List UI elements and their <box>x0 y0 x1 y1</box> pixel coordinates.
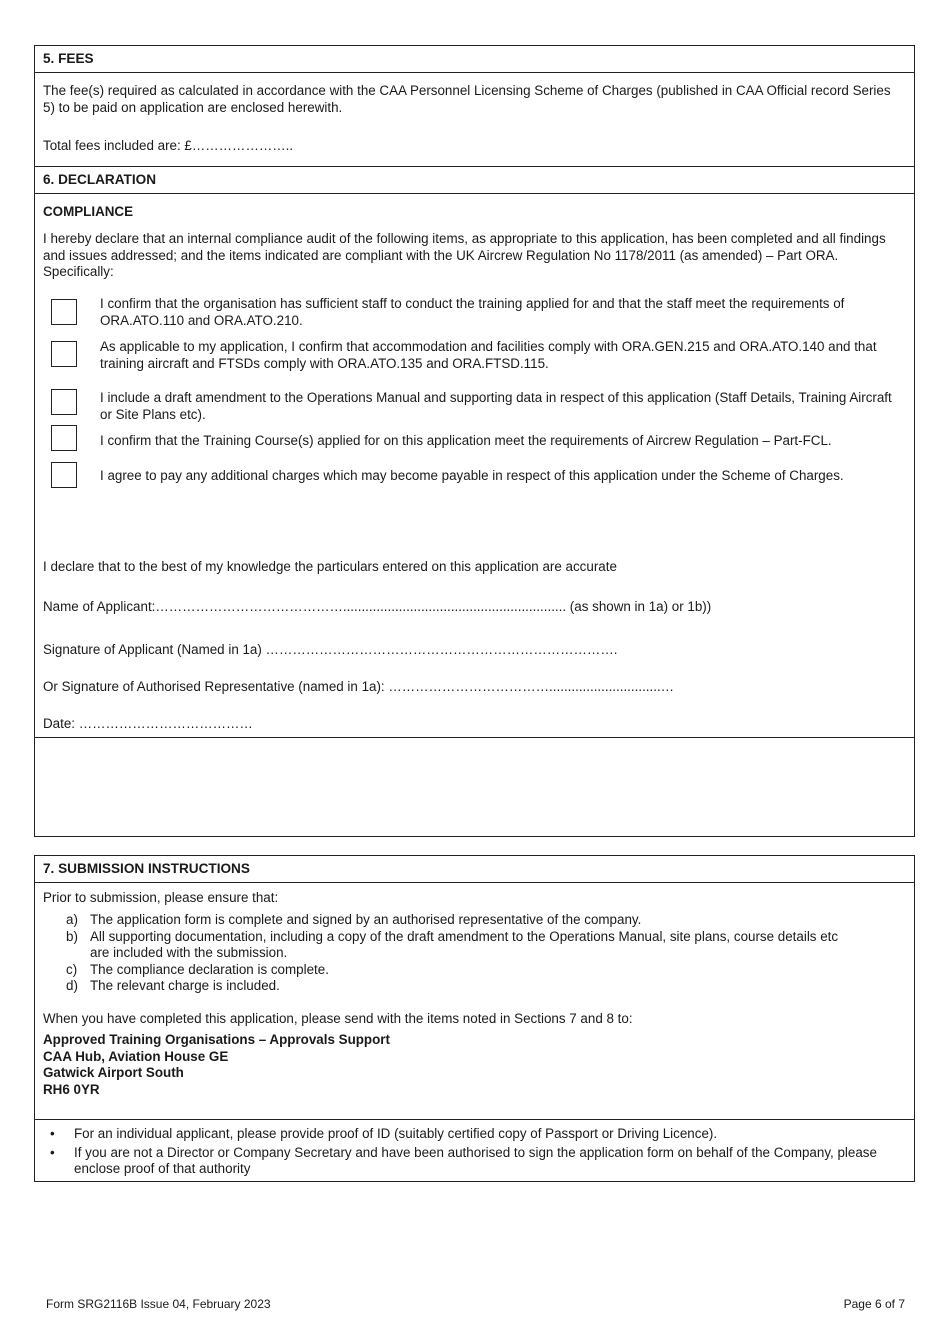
compliance-heading: COMPLIANCE <box>43 204 134 219</box>
section-divider <box>35 737 914 738</box>
submission-heading: 7. SUBMISSION INSTRUCTIONS <box>35 856 914 883</box>
declaration-item: As applicable to my application, I confirm that accommodation and facilities comply with ORA.GEN.215 and ORA.ATO.140 and that training aircraft and FTSDs comply with ORA.ATO.135 and ORA.FTSD.115. <box>100 339 877 371</box>
date-field[interactable]: Date: ………………………………… <box>43 716 253 731</box>
applicant-signature-field[interactable]: Signature of Applicant (Named in 1a) ……………………………………………………………………. <box>43 642 618 657</box>
checkbox-operations-manual[interactable] <box>51 389 77 415</box>
section-divider <box>35 1119 914 1120</box>
submission-checklist <box>35 912 854 995</box>
list-item: • If you are not a Director or Company Secretary and have been authorised to sign the application form on behalf of the Company, please enclose proof of that authority <box>35 1145 892 1178</box>
accuracy-statement: I declare that to the best of my knowledge the particulars entered on this application are accurate <box>43 559 617 574</box>
checkbox-staff[interactable] <box>51 299 77 325</box>
address-line: Gatwick Airport South <box>43 1065 184 1080</box>
form-reference: Form SRG2116B Issue 04, February 2023 <box>46 1297 271 1311</box>
checkbox-facilities[interactable] <box>51 341 77 367</box>
applicant-name-field[interactable]: Name of Applicant:……………………………………............................................................ (as shown in 1a) or 1b)) <box>43 599 712 614</box>
submission-intro: Prior to submission, please ensure that: <box>43 890 279 905</box>
checkbox-additional-charges[interactable] <box>51 462 77 488</box>
compliance-intro: I hereby declare that an internal compliance audit of the following items, as appropriate to this application, has been completed and all findings and issues addressed; and the items indicated are compliant with the UK Aircrew Regulation No 1178/2011 (as amended) – Part ORA. Specifically: <box>43 231 886 279</box>
fees-total: Total fees included are: £………………….. <box>43 138 294 153</box>
fees-text: The fee(s) required as calculated in accordance with the CAA Personnel Licensing Scheme of Charges (published in CAA Official record Series 5) to be paid on application are enclosed herewith. <box>43 83 891 115</box>
send-instructions: When you have completed this application, please send with the items noted in Sections 7 and 8 to: <box>43 1011 633 1026</box>
list-item: d) The relevant charge is included. <box>66 978 280 993</box>
list-item: • For an individual applicant, please provide proof of ID (suitably certified copy of Passport or Driving Licence). <box>35 1126 892 1143</box>
declaration-item: I confirm that the Training Course(s) applied for on this application meet the requirements of Aircrew Regulation – Part-FCL. <box>100 433 832 448</box>
submission-section <box>34 855 915 1182</box>
address-line: RH6 0YR <box>43 1081 100 1097</box>
declaration-heading: 6. DECLARATION <box>35 167 914 194</box>
page-number: Page 6 of 7 <box>843 1297 905 1311</box>
address-line: Approved Training Organisations – Approvals Support <box>43 1032 390 1047</box>
representative-signature-field[interactable]: Or Signature of Authorised Representative (named in 1a): ………………………………..............................… <box>43 679 675 694</box>
list-item: c) The compliance declaration is complete. <box>66 961 329 977</box>
list-item: b) All supporting documentation, including a copy of the draft amendment to the Operations Manual, site plans, course details etc are included with the submission. <box>66 928 839 960</box>
declaration-item: I agree to pay any additional charges which may become payable in respect of this application under the Scheme of Charges. <box>100 468 844 483</box>
fees-section <box>34 45 915 167</box>
declaration-section <box>34 166 915 837</box>
list-item: a) The application form is complete and signed by an authorised representative of the company. <box>66 912 642 927</box>
fees-heading: 5. FEES <box>35 46 914 73</box>
submission-notes <box>35 1126 892 1180</box>
checkbox-training-course[interactable] <box>51 425 77 451</box>
address-line: CAA Hub, Aviation House GE <box>43 1048 229 1064</box>
postal-address <box>43 1032 904 1098</box>
declaration-item: I include a draft amendment to the Operations Manual and supporting data in respect of this application (Staff Details, Training Aircraft or Site Plans etc). <box>100 390 892 422</box>
declaration-item: I confirm that the organisation has sufficient staff to conduct the training applied for and that the staff meet the requirements of ORA.ATO.110 and ORA.ATO.210. <box>100 296 845 328</box>
